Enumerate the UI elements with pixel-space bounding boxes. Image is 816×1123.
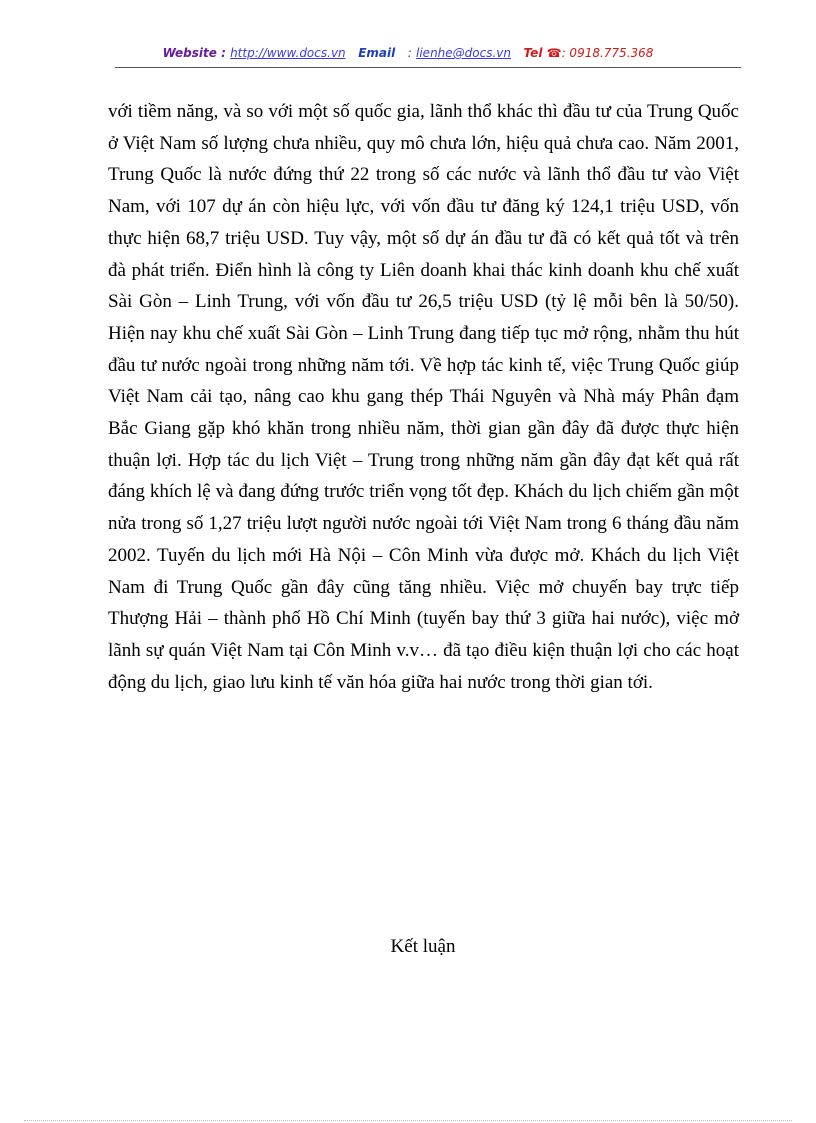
phone-icon: ☎ — [546, 46, 562, 60]
footer-divider — [24, 1120, 792, 1121]
body-paragraph: với tiềm năng, và so với một số quốc gia, lãnh thổ khác thì đầu tư của Trung Quốc ở Việt Nam số lượng chưa nhiều, quy mô chưa lớn, hiệu quả chưa cao. Năm 2001, Trung Quốc là nước đứng thứ 22 trong số các nước và lãnh thổ đầu tư vào Việt Nam, với 107 dự án còn hiệu lực, với vốn đầu tư đăng ký 124,1 triệu USD, vốn thực hiện 68,7 triệu USD. Tuy vậy, một số dự án đầu tư đã có kết quả tốt và trên đà phát triển. Điển hình là công ty Liên doanh khai thác kinh doanh khu chế xuất Sài Gòn – Linh Trung, với vốn đầu tư 26,5 triệu USD (tỷ lệ mỗi bên là 50/50). Hiện nay khu chế xuất Sài Gòn – Linh Trung đang tiếp tục mở rộng, nhằm thu hút đầu tư nước ngoài trong những năm tới. Về hợp tác kinh tế, việc Trung Quốc giúp Việt Nam cải tạo, nâng cao khu gang thép Thái Nguyên và Nhà máy Phân đạm Bắc Giang gặp khó khăn trong nhiều năm, thời gian gần đây đã được thực hiện thuận lợi. Hợp tác du lịch Việt – Trung trong những năm gần đây đạt kết quả rất đáng khích lệ và đang đứng trước triển vọng tốt đẹp. Khách du lịch chiếm gần một nửa trong số 1,27 triệu lượt người nước ngoài tới Việt Nam trong 6 tháng đầu năm 2002. Tuyến du lịch mới Hà Nội – Côn Minh vừa được mở. Khách du lịch Việt Nam đi Trung Quốc gần đây cũng tăng nhiều. Việc mở chuyến bay trực tiếp Thượng Hải – thành phố Hồ Chí Minh (tuyến bay thứ 3 giữa hai nước), việc mở lãnh sự quán Việt Nam tại Côn Minh v.v… đã tạo điều kiện thuận lợi cho các hoạt động du lịch, giao lưu kinh tế văn hóa giữa hai nước trong thời gian tới. — [108, 101, 739, 693]
page-header — [0, 46, 816, 60]
tel-label: Tel — [523, 46, 543, 60]
header-divider — [115, 67, 741, 68]
phone-number: : 0918.775.368 — [561, 46, 654, 60]
document-body — [108, 96, 739, 698]
email-link[interactable]: lienhe@docs.vn — [416, 46, 511, 60]
section-heading: Kết luận — [390, 936, 456, 957]
email-separator: : — [407, 46, 412, 60]
email-label: Email — [358, 46, 396, 60]
website-link[interactable]: http://www.docs.vn — [230, 46, 346, 60]
website-label: Website : — [162, 46, 226, 60]
